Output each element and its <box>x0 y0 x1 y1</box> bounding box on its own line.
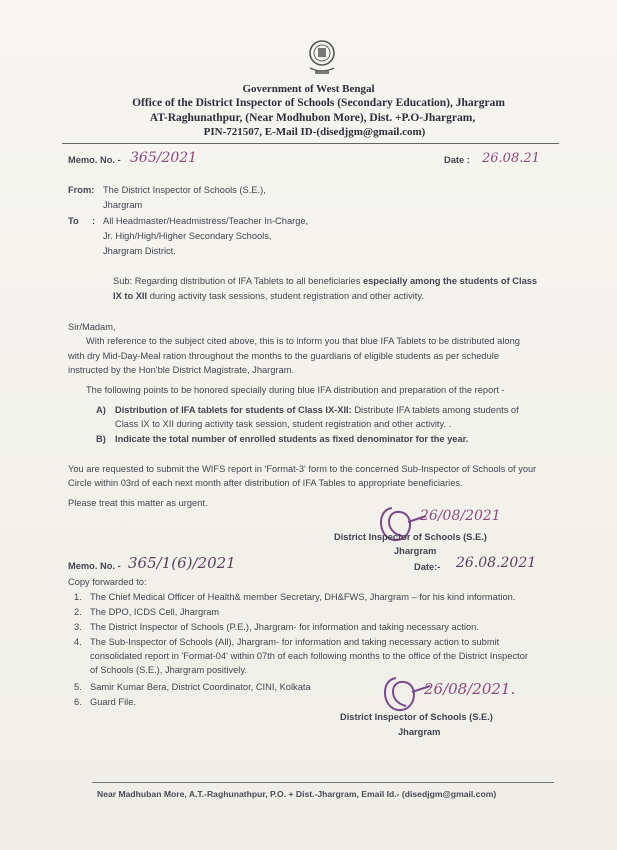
from-line1: The District Inspector of Schools (S.E.), <box>103 185 266 195</box>
point-a-line1 <box>115 403 519 418</box>
header-address: AT-Raghunathpur, (Near Modhubon More), Dist. +P.O-Jhargram, <box>149 112 476 124</box>
subject-line2 <box>113 289 424 304</box>
footer-divider <box>92 782 554 783</box>
subject-bold1: especially among the students of Class <box>362 276 538 286</box>
copy-item-text: Guard File. <box>90 697 136 707</box>
point-a-label: A) <box>96 405 106 415</box>
copy-item-number: 1. <box>74 592 82 602</box>
body-p4: Please treat this matter as urgent. <box>68 498 208 508</box>
to-colon: : <box>92 216 96 226</box>
copy-item-text: The Sub-Inspector of Schools (All), Jhargram- for information and taking necessary action to submit <box>90 637 500 647</box>
memo2-date-label: Date:- <box>414 562 441 572</box>
footer-address: Near Madhuban More, A.T.-Raghunathpur, P.O. + Dist.-Jhargram, Email Id.- (disedjgm@gmail.com) <box>97 789 497 799</box>
state-emblem-icon <box>303 36 341 80</box>
memo-date: 26.08.21 <box>482 151 540 166</box>
to-line2: Jr. High/High/Higher Secondary Schools, <box>103 231 272 241</box>
header-divider <box>62 143 559 144</box>
copy-item-text: The DPO, ICDS Cell, Jhargram <box>90 607 220 617</box>
subject-bold2: IX to XII <box>113 291 148 301</box>
point-a-rest: Distribute IFA tablets among students of <box>354 405 519 415</box>
copy-heading: Copy forwarded to: <box>68 577 147 587</box>
signature-2-title: District Inspector of Schools (S.E.) <box>340 712 493 722</box>
from-line2: Jhargram <box>103 200 143 210</box>
date-label: Date : <box>444 155 470 165</box>
copy-item-number: 6. <box>74 697 82 707</box>
copy-item-number: 5. <box>74 682 82 692</box>
memo2-date: 26.08.2021 <box>456 555 537 571</box>
memo2-number: 365/1(6)/2021 <box>128 554 236 572</box>
body-p1-l1: With reference to the subject cited above, this is to inform you that blue IFA Tablets to be distributed along <box>86 336 520 346</box>
signature-1-date: 26/08/2021 <box>420 508 501 524</box>
signature-1-title: District Inspector of Schools (S.E.) <box>334 532 487 542</box>
subject-line1 <box>113 274 537 289</box>
body-p1-l3: instructed by the Hon'ble District Magistrate, Jhargram. <box>68 365 295 375</box>
memo-number: 365/2021 <box>130 150 198 166</box>
subject-rest: during activity task sessions, student registration and other activity. <box>149 291 424 301</box>
header-office: Office of the District Inspector of Schools (Secondary Education), Jhargram <box>132 97 505 109</box>
from-label: From: <box>68 185 95 195</box>
body-p3-l1: You are requested to submit the WIFS report in 'Format-3' form to the concerned Sub-Inspector of Schools of your <box>68 464 537 474</box>
copy-item-text: of Schools (S.E.), Jhargram positively. <box>90 665 247 675</box>
copy-item-number: 2. <box>74 607 82 617</box>
body-p2: The following points to be honored specially during blue IFA distribution and preparation of the report - <box>86 385 505 395</box>
point-a-bold: Distribution of IFA tablets for students of Class IX-XII: <box>115 405 352 415</box>
to-line3: Jhargram District. <box>103 246 176 256</box>
point-b-label: B) <box>96 434 106 444</box>
memo2-label: Memo. No. - <box>68 561 121 571</box>
to-line1: All Headmaster/Headmistress/Teacher In-Charge, <box>103 216 309 226</box>
subject-prefix: Sub: Regarding distribution of IFA Tablets to all beneficiaries <box>113 276 361 286</box>
body-p1-l2: with dry Mid-Day-Meal ration throughout the months to the guardians of eligible students as per schedule <box>68 351 499 361</box>
point-a-line2: Class IX to XII during activity task session, student registration and other activity. . <box>115 419 452 429</box>
signature-2-date: 26/08/2021. <box>424 680 516 698</box>
copy-item-text: The District Inspector of Schools (P.E.), Jhargram- for information and taking necessary action. <box>90 622 479 632</box>
signature-2-place: Jhargram <box>398 727 441 737</box>
body-p3-l2: Circle within 03rd of each next month after distribution of IFA Tables to appropriate beneficiaries. <box>68 478 463 488</box>
salutation: Sir/Madam, <box>68 322 116 332</box>
header-pin-email: PIN-721507, E-Mail ID-(disedjgm@gmail.com) <box>203 126 426 138</box>
point-b-text: Indicate the total number of enrolled students as fixed denominator for the year. <box>115 434 469 444</box>
copy-item-number: 3. <box>74 622 82 632</box>
to-label: To <box>68 216 79 226</box>
copy-item-text: consolidated report in 'Format-04' within 07th of each following months to the office of the District Inspector <box>90 651 528 661</box>
signature-1-place: Jhargram <box>394 546 437 556</box>
copy-item-number: 4. <box>74 637 82 647</box>
memo-label: Memo. No. - <box>68 155 121 165</box>
header-government: Government of West Bengal <box>242 83 375 95</box>
copy-item-text: Samir Kumar Bera, District Coordinator, CINI, Kolkata <box>90 682 311 692</box>
copy-item-text: The Chief Medical Officer of Health& member Secretary, DH&FWS, Jhargram – for his kind information. <box>90 592 516 602</box>
